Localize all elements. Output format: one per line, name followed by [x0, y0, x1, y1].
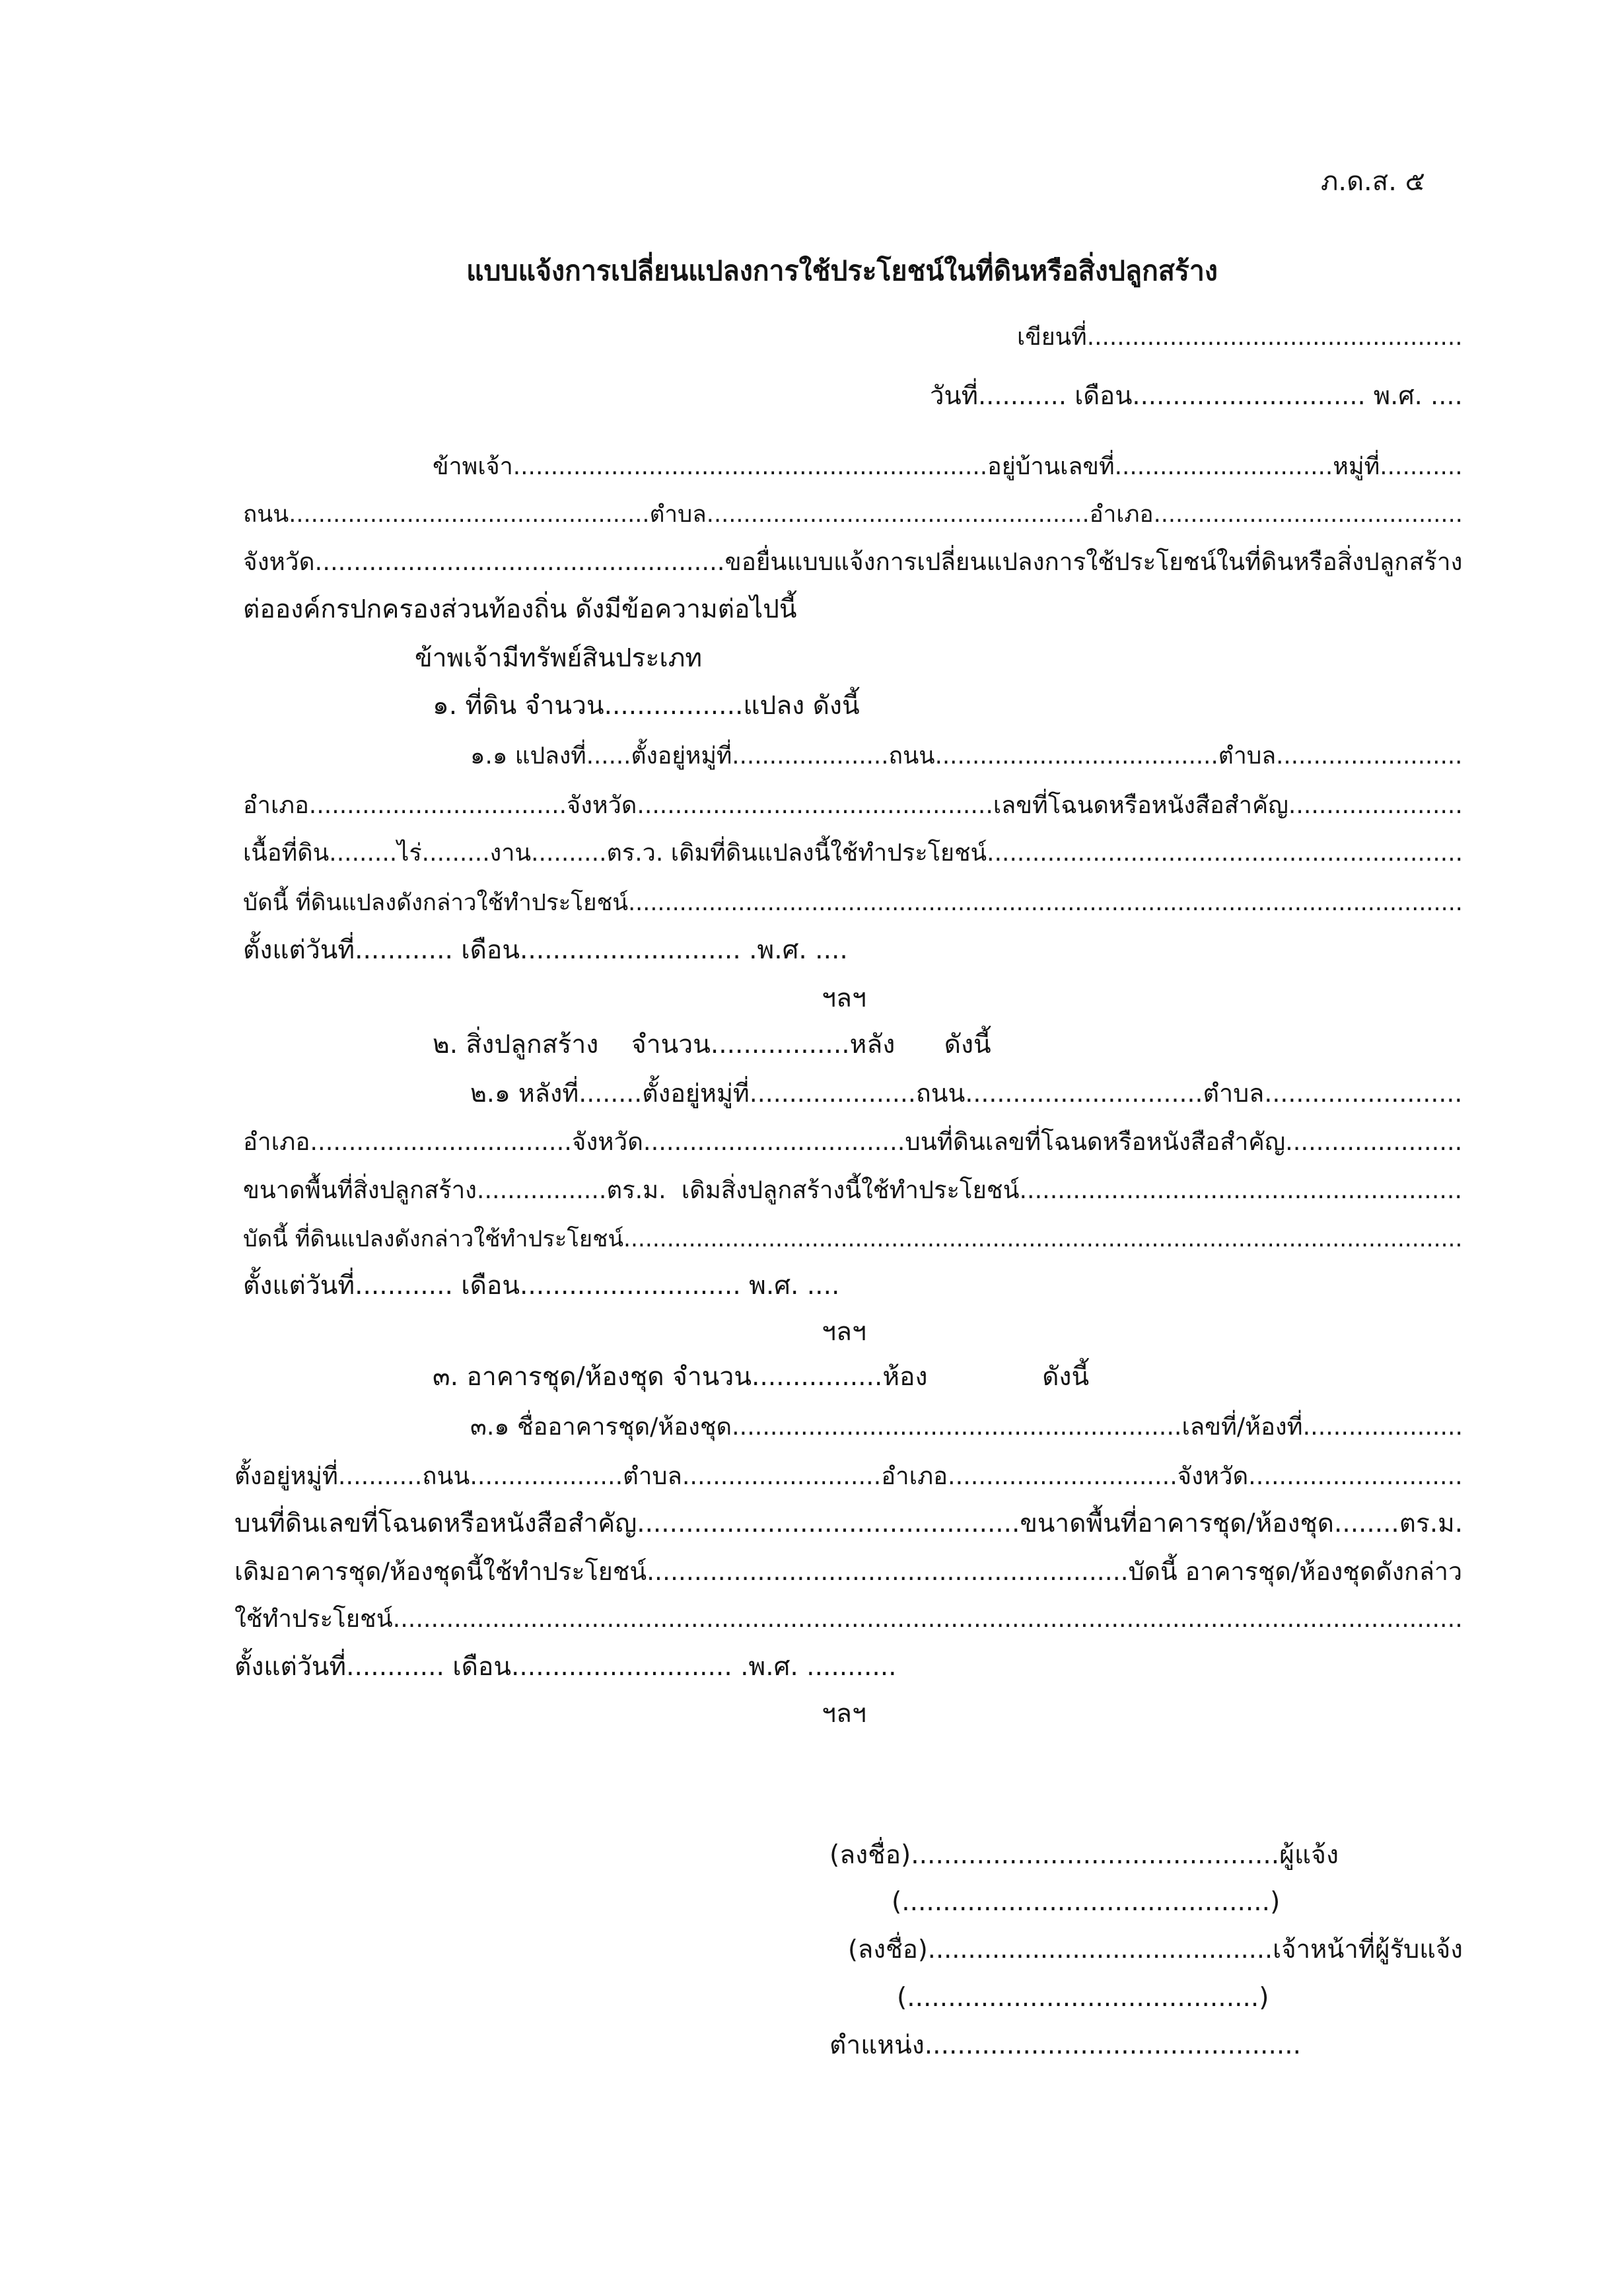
applicant-line: ข้าพเจ้า...............................................................อยู่บ้านเลขที่.............................หมู่ที่........... [433, 453, 1463, 480]
section1-line: บัดนี้ ที่ดินแปลงดังกล่าวใช้ทำประโยชน์.................................................................................................................. [243, 890, 1463, 916]
officer-position: ตำแหน่ง.............................................. [829, 2030, 1302, 2060]
section2-line: บัดนี้ ที่ดินแปลงดังกล่าวใช้ทำประโยชน์.................................................................................................................... [243, 1226, 1463, 1252]
section3-line: ใช้ทำประโยชน์............................................................................................................................................ [234, 1604, 1463, 1633]
section1-line: อำเภอ..................................จังหวัด...............................................เลขที่โฉนดหรือหนังสือสำคัญ....................... [243, 791, 1463, 819]
property-intro: ข้าพเจ้ามีทรัพย์สินประเภท [415, 643, 703, 673]
section3-end: ฯลฯ [822, 1699, 866, 1729]
section3-line: บนที่ดินเลขที่โฉนดหรือหนังสือสำคัญ...............................................ขนาดพื้นที่อาคารชุด/ห้องชุด........ตร.ม. [234, 1509, 1463, 1538]
section2-end: ฯลฯ [822, 1317, 866, 1347]
authority-line: ต่อองค์กรปกครองส่วนท้องถิ่น ดังมีข้อความต่อไปนี้ [243, 594, 797, 624]
officer-signature: (ลงชื่อ)...........................................เจ้าหน้าที่ผู้รับแจ้ง [848, 1935, 1463, 1964]
form-title: แบบแจ้งการเปลี่ยนแปลงการใช้ประโยชน์ในที่ดินหรือสิ่งปลูกสร้าง [466, 255, 1218, 287]
section1-line: เนื้อที่ดิน.........ไร่.........งาน..........ตร.ว. เดิมที่ดินแปลงนี้ใช้ทำประโยชน์............................................................... [243, 840, 1463, 867]
date-field: วันที่........... เดือน............................. พ.ศ. .... [930, 381, 1463, 411]
section3-line: ๓.๑ ชื่ออาคารชุด/ห้องชุด...........................................................เลขที่/ห้องที่..................... [470, 1412, 1463, 1441]
section1-end: ฯลฯ [822, 984, 866, 1013]
section3-heading: ๓. อาคารชุด/ห้องชุด จำนวน................ห้อง ดังนี้ [433, 1362, 1090, 1392]
section2-line: ตั้งแต่วันที่............ เดือน........................... พ.ศ. .... [243, 1271, 840, 1301]
section2-line: ๒.๑ หลังที่........ตั้งอยู่หมู่ที่.....................ถนน..............................ตำบล......................... [470, 1079, 1463, 1108]
notifier-name: (.............................................) [892, 1887, 1281, 1917]
form-code: ภ.ด.ส. ๕ [1321, 166, 1425, 197]
officer-name: (...........................................) [897, 1983, 1269, 2013]
section3-line: เดิมอาคารชุด/ห้องชุดนี้ใช้ทำประโยชน์.............................................................บัดนี้ อาคารชุด/ห้องชุดดังกล่าว [234, 1557, 1463, 1586]
section1-heading: ๑. ที่ดิน จำนวน.................แปลง ดังนี้ [433, 691, 860, 721]
section2-line: ขนาดพื้นที่สิ่งปลูกสร้าง.................ตร.ม. เดิมสิ่งปลูกสร้างนี้ใช้ทำประโยชน์.......................................................... [243, 1176, 1463, 1204]
section3-line: ตั้งอยู่หมู่ที่...........ถนน....................ตำบล..........................อำเภอ..............................จังหวัด............................ [234, 1462, 1463, 1490]
notifier-signature: (ลงชื่อ).............................................ผู้แจ้ง [829, 1840, 1339, 1870]
address-line: ถนน.................................................ตำบล....................................................อำเภอ.......................................... [243, 501, 1463, 528]
province-line: จังหวัด.....................................................ขอยื่นแบบแจ้งการเปลี่ยนแปลงการใช้ประโยชน์ในที่ดินหรือสิ่งปลูกสร้าง [243, 548, 1463, 576]
written-at-field: เขียนที่.................................................. [1017, 324, 1463, 351]
section3-line: ตั้งแต่วันที่............ เดือน........................... .พ.ศ. ........... [234, 1652, 897, 1682]
section1-line: ตั้งแต่วันที่............ เดือน........................... .พ.ศ. .... [243, 935, 848, 965]
section1-line: ๑.๑ แปลงที่......ตั้งอยู่หมู่ที่.....................ถนน......................................ตำบล......................... [470, 742, 1463, 770]
section2-heading: ๒. สิ่งปลูกสร้าง จำนวน.................หลัง ดังนี้ [433, 1030, 991, 1059]
section2-line: อำเภอ..................................จังหวัด..................................บนที่ดินเลขที่โฉนดหรือหนังสือสำคัญ....................... [243, 1128, 1463, 1156]
